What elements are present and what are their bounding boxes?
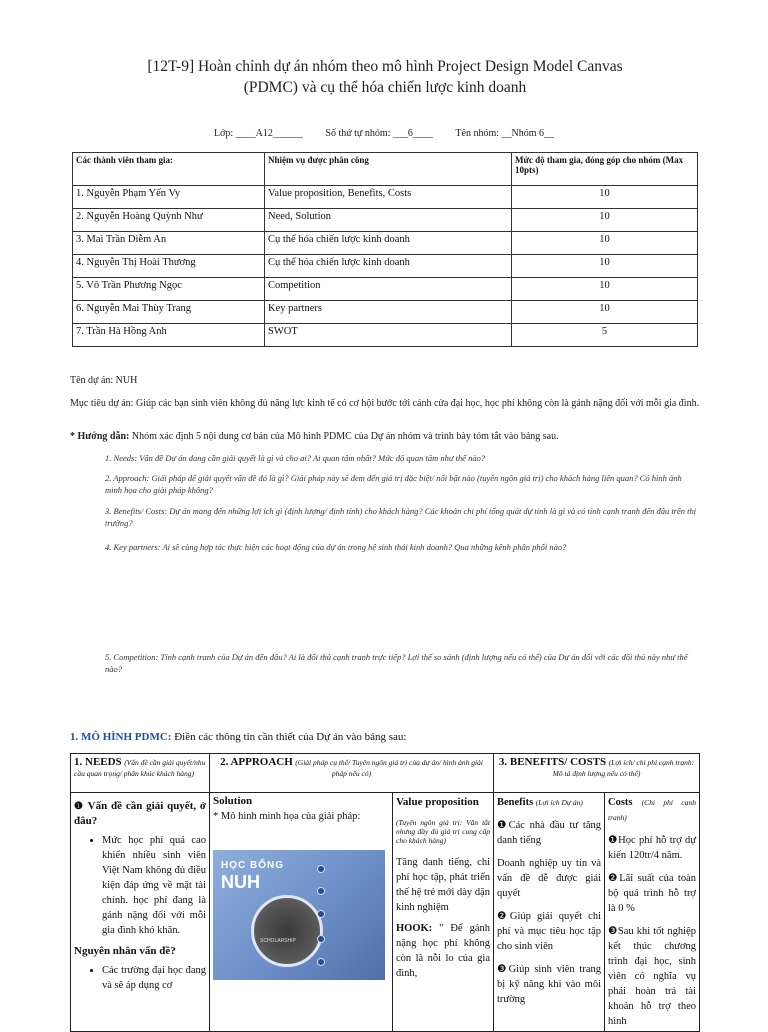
- benefits-heading: [497, 795, 601, 810]
- member-name: 4. Nguyễn Thị Hoài Thương: [73, 255, 265, 278]
- needs-question-2: Nguyên nhân vấn đề?: [74, 945, 176, 957]
- image-heading: HỌC BỔNG: [221, 860, 284, 871]
- header-score: Mức độ tham gia, đóng góp cho nhóm (Max 10pts): [512, 153, 698, 186]
- benefits-costs-title: 3. BENEFITS/ COSTS: [498, 756, 607, 768]
- pdmc-header-row: [71, 754, 700, 793]
- guide-label: * Hướng dẫn:: [70, 431, 130, 442]
- solution-text: * Mô hình minh họa của giải pháp:: [213, 811, 361, 822]
- table-row: [73, 232, 698, 255]
- benefit-item: [497, 818, 601, 848]
- member-task: Cụ thể hóa chiến lược kinh doanh: [265, 232, 512, 255]
- member-name: 3. Mai Trần Diễm An: [73, 232, 265, 255]
- cost-text: Sau khi tốt nghiệp kết thúc chương trình đại học, sinh viên có nghĩa vụ phải hoàn trả tài khoản hỗ trợ theo hình: [608, 926, 696, 1027]
- bullet-icon: ❷: [608, 873, 620, 884]
- vp-hint: (Tuyên ngôn giá trị: Văn tắt nhưng đầy đủ giá trị cung cấp cho khách hàng): [396, 818, 490, 845]
- image-node-icon: [317, 865, 325, 873]
- group-number-field: Số thứ tự nhóm: ___6____: [325, 128, 433, 139]
- benefit-item: Doanh nghiệp uy tín và vấn đề dễ được giải quyết: [497, 858, 601, 899]
- benefit-text: Giúp sinh viên trang bị kỹ năng khi vào môi trường: [497, 964, 602, 1005]
- section-1-title: 1. MÔ HÌNH PDMC:: [70, 731, 172, 743]
- approach-hint: (Giải pháp cụ thể/ Tuyên ngôn giá trị của dự án/ hình ảnh giải pháp nếu có): [295, 758, 483, 778]
- image-node-icon: [317, 958, 325, 966]
- benefit-text: Các nhà đầu tư tăng danh tiếng: [497, 820, 601, 846]
- hook-paragraph: [396, 921, 490, 981]
- benefit-item: [497, 962, 601, 1007]
- question-approach: 2. Approach: Giải pháp để giải quyết vấn đề đó là gì? Giải pháp này sẽ đem đến giá trị đặc biệt/ nổi bật nào (tuyên ngôn giá trị) cho khách hàng liên quan? Có hình ảnh minh họa cho giải pháp không?: [105, 473, 682, 495]
- member-score: 10: [512, 301, 698, 324]
- costs-title: Costs: [608, 797, 633, 808]
- member-task: SWOT: [265, 324, 512, 347]
- member-task: Value proposition, Benefits, Costs: [265, 186, 512, 209]
- bullet-icon: ❷: [497, 911, 510, 922]
- needs-list-2: [74, 963, 206, 993]
- pdmc-content-row: [71, 793, 700, 1032]
- benefits-title: Benefits: [497, 797, 534, 808]
- project-goal: Mục tiêu dự án: Giúp các bạn sinh viên không đủ năng lực kinh tế có cơ hội bước tới cánh cửa đại học, học phí không còn là gánh nặng đối với mỗi gia đình.: [70, 398, 700, 409]
- needs-header: [71, 754, 210, 793]
- members-table: [72, 152, 698, 347]
- costs-hint: (Chi phí cạnh tranh): [608, 798, 697, 822]
- needs-question-1: [74, 799, 206, 829]
- title-line-1: [12T-9] Hoàn chỉnh dự án nhóm theo mô hình Project Design Model Canvas: [147, 58, 623, 75]
- cost-text: Học phí hỗ trợ dự kiến 120tr/4 năm.: [608, 835, 696, 861]
- guide-text: Nhóm xác định 5 nội dung cơ bản của Mô hình PDMC của Dự án nhóm và trình bày tóm tắt vào bảng sau.: [131, 431, 559, 442]
- class-field: Lớp: ____A12______: [213, 128, 303, 139]
- cost-text: Lãi suất của toàn bộ quá trình hỗ trợ là 0 %: [608, 873, 696, 914]
- solution-title: Solution: [213, 795, 253, 807]
- bullet-icon: ❸: [608, 926, 618, 937]
- member-score: 10: [512, 255, 698, 278]
- bullet-icon: ❶: [497, 820, 509, 831]
- title-line-2: (PDMC) và cụ thể hóa chiến lược kinh doanh: [243, 79, 527, 96]
- project-name: Tên dự án: NUH: [70, 375, 138, 386]
- question-competition: 5. Competition: Tính cạnh tranh của Dự án đến đâu? Ai là đối thủ cạnh tranh trực tiếp? Lợi thế so sánh (định lượng nếu có thể) của Dự án đối với các đối thủ này như thế nào?: [105, 652, 688, 674]
- member-score: 10: [512, 186, 698, 209]
- member-name: 6. Nguyễn Mai Thùy Trang: [73, 301, 265, 324]
- image-center-label: SCHOLARSHIP: [260, 938, 296, 944]
- hook-label: HOOK:: [396, 923, 433, 934]
- table-row: [73, 209, 698, 232]
- section-1-heading: [70, 731, 407, 743]
- needs-question-1-text: Vấn đề cần giải quyết, ở đâu?: [74, 800, 207, 827]
- section-1-text: Điền các thông tin cần thiết của Dự án vào bảng sau:: [174, 731, 407, 743]
- header-members: Các thành viên tham gia:: [73, 153, 265, 186]
- nuh-scholarship-image: [213, 850, 385, 980]
- pdmc-table: [70, 753, 700, 1032]
- member-score: 10: [512, 278, 698, 301]
- guide-paragraph: [70, 430, 700, 443]
- bullet-icon: ❶: [74, 801, 85, 812]
- question-needs: 1. Needs: Vấn đề Dự án đang cần giải quyết là gì và cho ai? Ai quan tâm nhất? Mức độ quan tâm như thế nào?: [105, 453, 486, 463]
- member-name: 5. Võ Trần Phương Ngọc: [73, 278, 265, 301]
- table-row: [73, 278, 698, 301]
- cost-item: [608, 924, 696, 1029]
- costs-cell: [605, 793, 700, 1032]
- cost-item: [608, 833, 696, 863]
- benefits-cell: [494, 793, 605, 1032]
- list-item: • Mức học phí quá cao khiến nhiều sinh viên Việt Nam không đủ điều kiện đáp ứng về mặt tài chính. học phí đang là gánh nặng đối với mỗi gia đình khó khăn.: [102, 833, 206, 938]
- member-task: Need, Solution: [265, 209, 512, 232]
- table-row: [73, 324, 698, 347]
- vp-title: Value proposition: [396, 796, 479, 808]
- class-info-line: [0, 128, 768, 139]
- bullet-icon: ❶: [608, 835, 619, 846]
- member-task: Cụ thể hóa chiến lược kinh doanh: [265, 255, 512, 278]
- needs-list-1: [74, 833, 206, 938]
- image-node-icon: [317, 887, 325, 895]
- bullet-icon: ❸: [497, 964, 509, 975]
- costs-heading: [608, 795, 696, 825]
- hook-text: " Để gánh nặng học phí không còn là nỗi lo của gia đình,: [396, 923, 490, 979]
- needs-cell: [71, 793, 210, 1032]
- member-task: Competition: [265, 278, 512, 301]
- question-benefits: 3. Benefits/ Costs: Dự án mang đến những lợi ích gì (định lượng/ định tính) cho khách hàng? Các khoản chi phí tổng quát dự tính là gì và có tính cạnh tranh đến đâu trên thị trường?: [105, 506, 697, 528]
- needs-title: 1. NEEDS: [74, 756, 122, 768]
- member-score: 10: [512, 232, 698, 255]
- list-item: • Các trường đại học đang và sẽ áp dụng cơ: [102, 963, 206, 993]
- table-row: [73, 186, 698, 209]
- benefits-hint: (Lợi ích Dự án): [535, 798, 583, 807]
- document-title: [80, 56, 690, 98]
- graduate-photo: [251, 895, 323, 967]
- member-score: 10: [512, 209, 698, 232]
- value-proposition-cell: [393, 793, 494, 1032]
- benefit-text: Giúp giải quyết chi phí và mục tiêu học tập cho sinh viên: [497, 911, 601, 952]
- image-node-icon: [317, 935, 325, 943]
- approach-header: [210, 754, 494, 793]
- members-header-row: [73, 153, 698, 186]
- member-name: 1. Nguyễn Phạm Yến Vy: [73, 186, 265, 209]
- header-tasks: Nhiệm vụ được phân công: [265, 153, 512, 186]
- image-brand: NUH: [221, 872, 260, 892]
- benefits-costs-hint: (Lợi ích/ chi phí cạnh tranh: Mô tả định lượng nếu có thể): [552, 758, 695, 778]
- table-row: [73, 301, 698, 324]
- member-name: 2. Nguyễn Hoàng Quỳnh Như: [73, 209, 265, 232]
- benefits-costs-header: [494, 754, 700, 793]
- group-name-field: Tên nhóm: __Nhóm 6__: [455, 128, 555, 139]
- image-node-icon: [317, 910, 325, 918]
- member-name: 7. Trần Hà Hồng Anh: [73, 324, 265, 347]
- member-score: 5: [512, 324, 698, 347]
- table-row: [73, 255, 698, 278]
- member-task: Key partners: [265, 301, 512, 324]
- question-partners: 4. Key partners: Ai sẽ cùng hợp tác thực hiện các hoạt động của dự án trong hệ sinh thái kinh doanh? Qua những kênh phân phối nào?: [105, 542, 567, 552]
- needs-hint: (Vấn đề cần giải quyết/nhu cầu quan trọng/ phân khúc khách hàng): [74, 758, 206, 778]
- solution-cell: [210, 793, 393, 1032]
- cost-item: [608, 871, 696, 916]
- vp-text: Tăng danh tiếng, chi phí học tập, phát triển thế hệ trẻ mới dày dặn kinh nghiệm: [396, 857, 490, 913]
- benefit-item: [497, 909, 601, 954]
- approach-title: 2. APPROACH: [220, 756, 293, 768]
